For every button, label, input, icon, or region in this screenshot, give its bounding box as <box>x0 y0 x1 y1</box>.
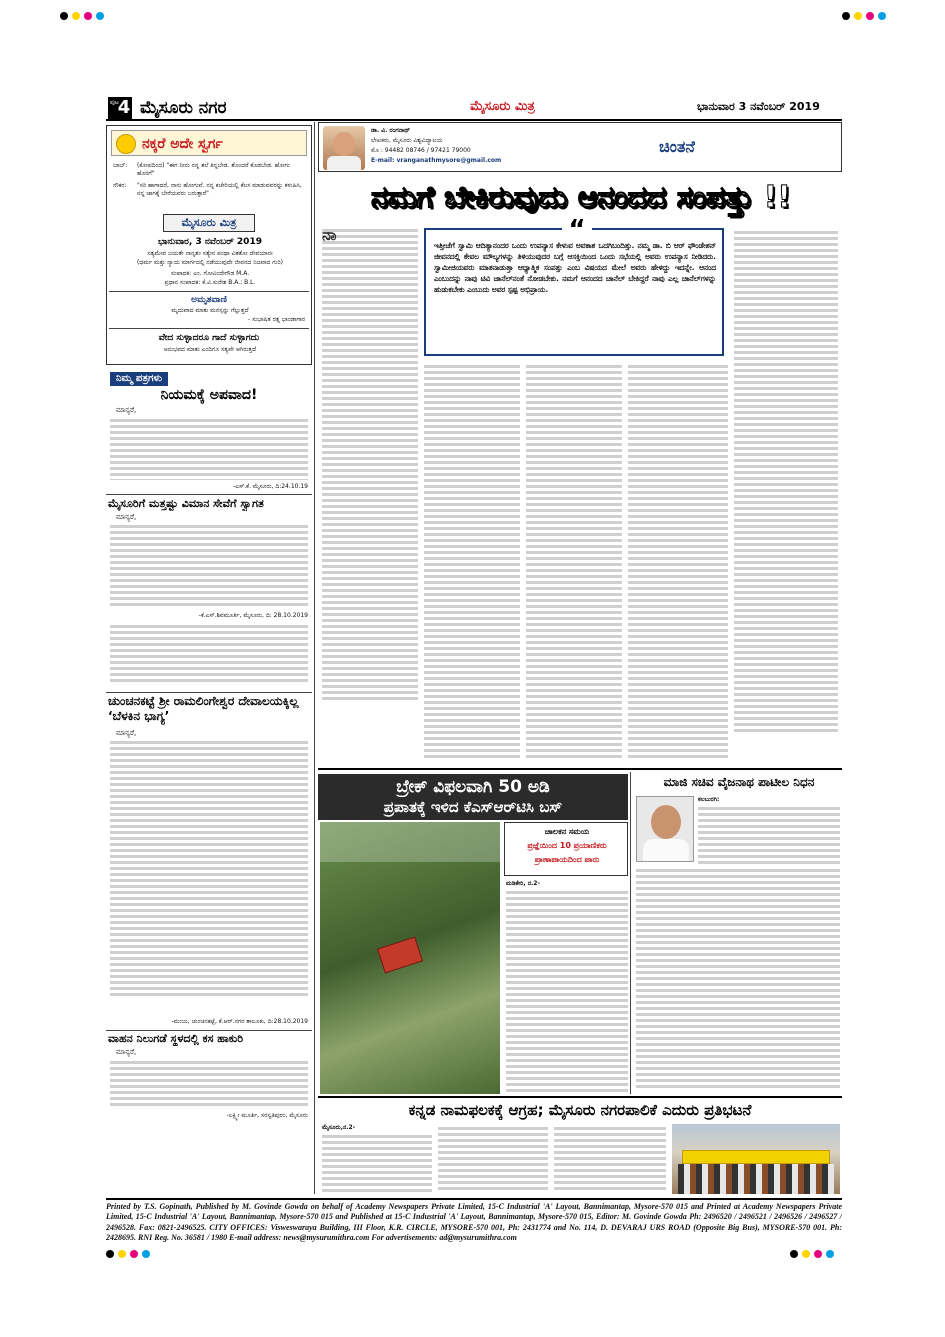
amruthavani-title: ಅಮೃತವಾಣಿ <box>191 295 227 305</box>
chintane-headline: ನಮಗೆ ಬೇಕಿರುವುದು ಆನಂದದ ಸಂಪತ್ತು !! <box>371 180 791 215</box>
masthead-editor: ಸಂಪಾದಕ: ಎಂ. ಗೋವಿಂದೇಗೌಡ M.A. <box>170 270 250 277</box>
letter2-body <box>110 522 308 608</box>
divider <box>318 768 842 770</box>
reg-dot-yellow-bottom-right <box>802 1250 810 1258</box>
laughing-face-icon <box>116 134 136 154</box>
kannada-col2 <box>438 1124 548 1194</box>
letter2-sign: -ಕೆ.ಎಸ್.ಶಿವಮೂರ್ತಿ, ಮೈಸೂರು, ದಿ: 28.10.2019 <box>198 612 308 619</box>
bus-crash-photo <box>320 822 500 1094</box>
reg-dot-magenta-top <box>84 12 92 20</box>
author-desc: ಲೇಖಕರು, ಮೈಸೂರು ವಿಶ್ವವಿದ್ಯಾಲಯ <box>371 137 443 144</box>
chintane-col4 <box>628 362 728 762</box>
reg-dot-black-top <box>60 12 68 20</box>
letter2-body-continued <box>110 622 308 686</box>
reg-dot-magenta-bottom-right <box>814 1250 822 1258</box>
author-photo <box>323 126 365 170</box>
letter3-body <box>110 738 308 1000</box>
reg-dot-black-bottom <box>106 1250 114 1258</box>
masthead-publisher: ಪ್ರಧಾನ ಸಂಪಾದಕ: ಕೆ.ವಿ.ಸುರೇಶ B.A.; B.L. <box>164 279 256 286</box>
reg-dot-black-bottom-right <box>790 1250 798 1258</box>
chintane-label: ಚಿಂತನೆ <box>659 137 695 156</box>
page-number: 4 <box>117 97 131 118</box>
chintane-col5 <box>734 228 838 762</box>
reg-dot-cyan-top <box>96 12 104 20</box>
footer-imprint: Printed by T.S. Gopinath, Published by M. Govinde Gowda on behalf of Academy Newspapers Private Limited, 15-C Industrial 'A' Layout, Bannimantap, Mysore-570 015 and Printed at Academy Newspapers Private Limited, 15-C Industrial 'A' Layout, Bannimantap, Mysore-570 015 and Published at 15-C Industrial 'A' Layout, Bannimantap, Mysore-570 015, Editor: M. Govinde Gowda Ph: 2496520 / 2496521 / 2496526 / 2496527 / 2496528. Fax: 0821-2496525. CITY OFFICES: Visweswaraya Building, III Floor, K.R. CIRCLE, MYSORE-570 001, Ph: 2431774 and No. 114, D. DEVARAJ URS ROAD (Opposite Big Bus), MYSORE-570 001. Ph: 2428695. RNI Reg. No. 36581 / 1980 E-mail address: news@mysurumithra.com For advertisements: ad@mysurumithra.com <box>106 1202 842 1243</box>
divider <box>109 291 309 292</box>
chintane-col1 <box>322 226 418 762</box>
letter1-salutation: ಮಾನ್ಯರೆ, <box>116 406 137 414</box>
bus-sub-2: ಪ್ರಜ್ಞೆಯಿಂದ 10 ಪ್ರಯಾಣಿಕರು <box>527 841 607 850</box>
reg-dot-black-top-right <box>842 12 850 20</box>
author-phone: ಮೊ : 94482 08746 / 97421 79000 <box>371 147 471 154</box>
masthead-box-logo: ಮೈಸೂರು ಮಿತ್ರ <box>163 214 255 232</box>
quote-mark-icon: “ <box>562 216 592 238</box>
letter1-body <box>110 416 308 480</box>
section-title: ಮೈಸೂರು ನಗರ <box>140 98 227 118</box>
patil-headline: ಮಾಜಿ ಸಚಿವ ವೈಜನಾಥ ಪಾಟೀಲ ನಿಧನ <box>663 775 815 789</box>
reg-dot-magenta-top-right <box>866 12 874 20</box>
amruthavani-attribution: - ಸುಭಾಷಿತ ರತ್ನ ಭಾಂಡಾಗಾರ <box>248 316 305 323</box>
pull-quote-box <box>424 216 724 356</box>
chintane-col3 <box>526 362 622 762</box>
author-email: E-mail: vranganathmysore@gmail.com <box>371 157 502 164</box>
bus-headline-1: ಬ್ರೇಕ್ ವಿಫಲವಾಗಿ 50 ಅಡಿ <box>396 777 550 797</box>
letter4-body <box>110 1058 308 1108</box>
reg-dot-yellow-top-right <box>854 12 862 20</box>
patil-body-side <box>698 804 840 864</box>
saying-sub: ಅನುಭವದ ಮಾತು ಎಂದಿಗೂ ಸತ್ಯವೇ ಆಗಿರುತ್ತದೆ <box>163 346 257 353</box>
letter2-salutation: ಮಾನ್ಯರೆ, <box>116 513 137 521</box>
header-rule <box>106 119 842 121</box>
bus-sub-1: ಚಾಲಕನ ಸಮಯ <box>544 827 590 836</box>
letters-section-label: ನಿಮ್ಮ ಪತ್ರಗಳು <box>110 372 168 386</box>
nakkare-banner <box>111 130 307 156</box>
bus-sub-3: ಪ್ರಾಣಾಪಾಯದಿಂದ ಪಾರು <box>534 855 600 864</box>
masthead-logo: ಮೈಸೂರು ಮಿತ್ರ <box>470 100 535 114</box>
chintane-header <box>318 122 842 172</box>
nakkare-row2-label: ನೌಕರ: <box>113 182 127 189</box>
letter4-sign: -ಲಕ್ಷ್ಮೀ ಮೂರ್ತಿ, ಸರಸ್ವತಿಪುರಂ, ಮೈಸೂರು <box>226 1112 308 1119</box>
letter2-title: ಮೈಸೂರಿಗೆ ಮತ್ತಷ್ಟು ವಿಮಾನ ಸೇವೆಗೆ ಸ್ವಾಗತ <box>108 497 264 510</box>
divider <box>106 1030 312 1031</box>
chintane-col2 <box>424 362 520 762</box>
letter3-salutation: ಮಾನ್ಯರೆ, <box>116 729 137 737</box>
page-label: ಪುಟ <box>110 99 119 106</box>
amruthavani-text: ಮೃದುವಾದ ಮಾತು ಮನಸ್ಸನ್ನು ಗೆಲ್ಲುತ್ತದೆ <box>171 307 249 314</box>
letters-section-header <box>106 372 312 386</box>
letter1-sign: -ಎಸ್.ಕೆ. ಮೈಸೂರು, ದಿ:24.10.19 <box>233 483 308 490</box>
reg-dot-cyan-bottom <box>142 1250 150 1258</box>
letter4-salutation: ಮಾನ್ಯರೆ, <box>116 1048 137 1056</box>
letter3-sign: -ಮಂಜು, ಚುಂಚನಕಟ್ಟೆ, ಕೆ.ಆರ್.ನಗರ ತಾಲೂಕು, ದಿ:28.10.2019 <box>171 1018 308 1025</box>
reg-dot-cyan-bottom-right <box>826 1250 834 1258</box>
bus-subhead-box <box>504 822 628 876</box>
nakkare-title: ನಕ್ಕರೆ ಅದೇ ಸ್ವರ್ಗ <box>142 136 223 152</box>
reg-dot-yellow-bottom <box>118 1250 126 1258</box>
bus-headline-box <box>318 774 628 820</box>
reg-dot-cyan-top-right <box>878 12 886 20</box>
header-date: ಭಾನುವಾರ 3 ನವೆಂಬರ್ 2019 <box>697 100 820 113</box>
kannada-col3 <box>554 1124 666 1194</box>
author-name: ಡಾ. ವಿ. ರಂಗನಾಥ್ <box>371 127 410 134</box>
footer-rule <box>106 1198 842 1200</box>
reg-dot-yellow-top <box>72 12 80 20</box>
column-divider <box>630 772 631 1094</box>
divider <box>109 328 309 329</box>
nakkare-row1-label: ಬಾಬ್: <box>113 162 128 169</box>
pull-quote-text: ಇತ್ತೀಚೆಗೆ ಸ್ವಾಮಿ ಆದಿತ್ಯಾನಂದರ ಒಂದು ಉಪನ್ಯಾಸ ಕೇಳುವ ಅವಕಾಶ ಒದಗಿಬಂದಿತ್ತು. ನಮ್ಮ ಡಾ. ಬಿ ಆರ್ ಫೌಂಡೇಶನ್ ಜೀವನದಲ್ಲಿ ಕೇವಲ ಮೌಲ್ಯಗಳನ್ನು ತಿಳಿಯುವುದರ ಬಗ್ಗೆ ಆಸಕ್ತಿಯಿಂದ ಒಂದು ಸಭೆಯಲ್ಲಿ ಅವರು ಉಪನ್ಯಾಸ ನೀಡಿದರು. ಸ್ವಾಮೀಜಿಯವರು ಮಾತನಾಡುತ್ತಾ ಆಧ್ಯಾತ್ಮಿಕ ಸಂಪತ್ತು ಎಂಬ ವಿಷಯದ ಮೇಲೆ ಅವರು ಹೇಳಿದ್ದು ಇದನ್ನೇ. ಆನಂದ ಎಂಬುದನ್ನು ನಾವು ಟಿವಿ ಚಾನೆಲ್‌ನಂತೆ ನೋಡಬೇಕು. ನಮಗೆ ಆನಂದದ ಚಾನೆಲ್ ಬೇಕಿದ್ದರೆ ನಾವು ಎಲ್ಲ ಚಾನೆಲ್‌ಗಳನ್ನು ಹುಡುಕಬೇಕು ಎಂಬುದು ಅವರ ಸ್ಪಷ್ಟ ಅಭಿಪ್ರಾಯ. <box>434 241 716 294</box>
nakkare-row1-text: (ಕೋಪದಿಂದ) "ಈಗ ನೀನು ನನ್ನ ತಲೆ ತಿನ್ನಬೇಡ. ತೊಂದರೆ ಕೊಡಬೇಡ. ಹೋಗು ಹೊರಗೆ" <box>137 162 290 177</box>
saying-title: ವೇದ ಸುಳ್ಳಾದರೂ ಗಾದೆ ಸುಳ್ಳಾಗದು <box>158 333 260 343</box>
bus-story-body <box>506 888 628 1094</box>
left-top-box <box>106 125 312 365</box>
patil-body <box>636 866 840 1092</box>
drop-cap: ನಾ <box>322 226 337 244</box>
kannada-col1 <box>322 1132 432 1194</box>
nakkare-row2-text: "ಸರಿ ಹಾಗಾದರೆ, ನಾನು ಹೋಗುವೆ. ನನ್ನ ಕಚೇರಿಯಲ್ಲಿ ಕೆಲಸ ಮಾಡುವವರನ್ನು ಕಳುಹಿಸಿ, ನನ್ನ ಜಾಗಕ್ಕೆ ಬೇರೆಯವರು ಬರುತ್ತಾರೆ" <box>137 182 302 197</box>
column-divider <box>314 122 315 1194</box>
reg-dot-magenta-bottom <box>130 1250 138 1258</box>
divider <box>106 494 312 495</box>
protest-photo <box>672 1124 840 1194</box>
masthead-box-date: ಭಾನುವಾರ, 3 ನವೆಂಬರ್ 2019 <box>158 237 262 247</box>
divider <box>318 1096 842 1098</box>
letter4-title: ವಾಹನ ನಿಲುಗಡೆ ಸ್ಥಳದಲ್ಲಿ ಕಸ ಹಾಕುರಿ <box>108 1032 244 1045</box>
kannada-headline: ಕನ್ನಡ ನಾಮಫಲಕಕ್ಕೆ ಆಗ್ರಹ; ಮೈಸೂರು ನಗರಪಾಲಿಕೆ ಎದುರು ಪ್ರತಿಭಟನೆ <box>408 1101 752 1119</box>
masthead-motto: ಸತ್ಯಮೇವ ಜಯತೇ ನಾನೃತಂ ಸತ್ಯೇನ ಪಂಥಾ ವಿತತೋ ದೇವಯಾನಃ <box>147 250 273 257</box>
bus-headline-2: ಪ್ರಪಾತಕ್ಕೆ ಇಳಿದ ಕೆಎಸ್‌ಆರ್‌ಟಿಸಿ ಬಸ್ <box>383 798 563 816</box>
masthead-motto-sub: (ಧರ್ಮ ಮತ್ತು ನ್ಯಾಯ ಮಾರ್ಗದಲ್ಲಿ ನಡೆಯುವುದೇ ಜೀವನದ ನಿಜವಾದ ಗುರಿ) <box>137 259 283 266</box>
divider <box>106 692 312 693</box>
patil-dateline: ಕಲಬುರಗಿ: <box>698 796 720 803</box>
kannada-dateline: ಮೈಸೂರು,ನ.2- <box>322 1124 356 1131</box>
letter1-title: ನಿಯಮಕ್ಕೆ ಅಪವಾದ! <box>160 387 258 403</box>
letter3-title: ಚುಂಚನಕಟ್ಟೆ ಶ್ರೀ ರಾಮಲಿಂಗೇಶ್ವರ ದೇವಾಲಯಕ್ಕಿಲ್ಲ ‘ಬೆಳಕಿನ ಭಾಗ್ಯ’ <box>108 694 299 723</box>
page-number-box <box>108 97 132 119</box>
bus-dateline: ಮಡಿಕೇರಿ, ನ.2- <box>506 880 540 887</box>
patil-photo <box>636 796 694 862</box>
